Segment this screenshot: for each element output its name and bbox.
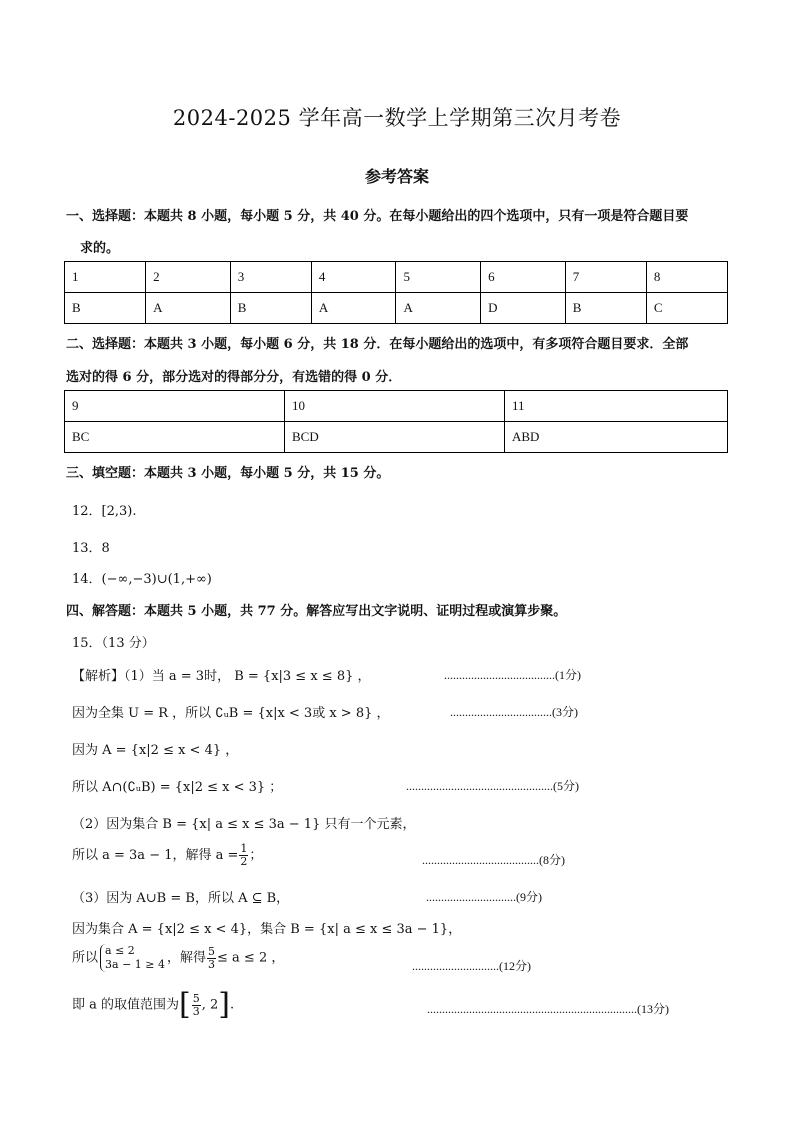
section2-heading: 二、选择题：本题共 3 小题，每小题 6 分，共 18 分．在每小题给出的选项中，有多项符合题目要求．全部	[66, 337, 689, 352]
answer-q13: 13．8	[72, 541, 110, 556]
table-cell: A	[146, 293, 231, 324]
equation-system: a ≤ 2 3a − 1 ≥ 4	[100, 944, 165, 972]
page-title: 2024-2025 学年高一数学上学期第三次月考卷	[172, 106, 622, 130]
table-cell: 9	[65, 391, 285, 422]
solution-line-8: 因为集合 A = {x|2 ≤ x < 4}，集合 B = {x| a ≤ x ≤ 3a − 1}，	[72, 922, 462, 937]
score-label: (5分)	[553, 779, 579, 793]
section4-heading: 四、解答题：本题共 5 小题，共 77 分。解答应写出文字说明、证明过程或演算步聚。	[66, 604, 567, 619]
table-cell: 5	[396, 262, 481, 293]
table-cell: B	[65, 293, 146, 324]
fraction: $\frac{5}{3}$	[208, 944, 216, 971]
score-label: (9分)	[516, 890, 542, 904]
score-label: (8分)	[539, 853, 565, 867]
table-cell: BC	[65, 422, 285, 453]
fraction: $\frac{5}{3}$	[192, 991, 200, 1018]
section1-heading-cont: 求的。	[80, 241, 120, 256]
dot-leader: ..............................(9分)	[426, 890, 542, 904]
score-label: (1分)	[555, 668, 581, 682]
table-cell: 10	[285, 391, 505, 422]
table-cell: B	[565, 293, 646, 324]
table-cell: 1	[65, 262, 146, 293]
table-cell: 11	[505, 391, 728, 422]
answer-q12: 12．[2,3).	[72, 504, 137, 519]
table-cell: 8	[646, 262, 727, 293]
table-cell: D	[481, 293, 566, 324]
section3-heading: 三、填空题：本题共 3 小题，每小题 5 分，共 15 分。	[66, 466, 390, 481]
score-label: (13分)	[637, 1002, 669, 1016]
table-cell: BCD	[285, 422, 505, 453]
section1-answer-table	[64, 261, 728, 324]
solution-line-5: （2）因为集合 B = {x| a ≤ x ≤ 3a − 1} 只有一个元素，	[72, 817, 416, 832]
section2-answer-table	[64, 390, 728, 453]
solution-line-6: 所以 a = 3a − 1，解得 a = $\frac{1}{2}$ ；	[72, 842, 263, 868]
solution-line-1: 【解析】（1）当 a = 3时， B = {x|3 ≤ x ≤ 8} ，	[72, 669, 371, 684]
solution-line-10: 即 a 的取值范围为[ $\frac{5}{3}$ , 2].	[72, 987, 235, 1022]
solution-line-4: 所以 A∩(∁ᵤB) = {x|2 ≤ x < 3} ；	[72, 780, 283, 795]
answer-q14: 14．(−∞,−3)∪(1,+∞)	[72, 572, 212, 587]
dot-leader: .............................(12分)	[412, 959, 531, 973]
table-row	[65, 293, 728, 324]
score-label: (3分)	[552, 705, 578, 719]
page-subtitle: 参考答案	[364, 167, 429, 186]
table-cell: 7	[565, 262, 646, 293]
dot-leader: .......................................(8分)	[422, 853, 565, 867]
table-row	[65, 422, 728, 453]
table-cell: C	[646, 293, 727, 324]
table-cell: ABD	[505, 422, 728, 453]
solution-line-9: 所以 a ≤ 2 3a − 1 ≥ 4 ，解得 $\frac{5}{3}$ ≤ a ≤ 2 ，	[72, 944, 285, 971]
table-cell: 2	[146, 262, 231, 293]
table-cell: 3	[230, 262, 311, 293]
table-row	[65, 391, 728, 422]
solution-line-2: 因为全集 U = R ，所以 ∁ᵤB = {x|x < 3或 x > 8} ，	[72, 706, 390, 721]
section1-heading: 一、选择题：本题共 8 小题，每小题 5 分，共 40 分。在每小题给出的四个选项中，只有一项是符合题目要	[66, 209, 689, 224]
table-cell: A	[311, 293, 396, 324]
solution-line-7: （3）因为 A∪B = B，所以 A ⊆ B，	[72, 891, 290, 906]
dot-leader: .................................................(5分)	[406, 779, 579, 793]
dot-leader: .....................................(1分)	[444, 668, 581, 682]
dot-leader: ..................................(3分)	[450, 705, 578, 719]
solution-line-3: 因为 A = {x|2 ≤ x < 4} ，	[72, 743, 239, 758]
table-cell: 4	[311, 262, 396, 293]
score-label: (12分)	[499, 959, 531, 973]
question-15-label: 15．（13 分）	[72, 636, 155, 651]
table-cell: 6	[481, 262, 566, 293]
table-cell: A	[396, 293, 481, 324]
fraction: $\frac{1}{2}$	[240, 842, 248, 868]
dot-leader: ......................................................................(13分)	[427, 1002, 669, 1016]
section2-heading-cont: 选对的得 6 分，部分选对的得部分分，有选错的得 0 分．	[66, 370, 402, 385]
table-row	[65, 262, 728, 293]
table-cell: B	[230, 293, 311, 324]
